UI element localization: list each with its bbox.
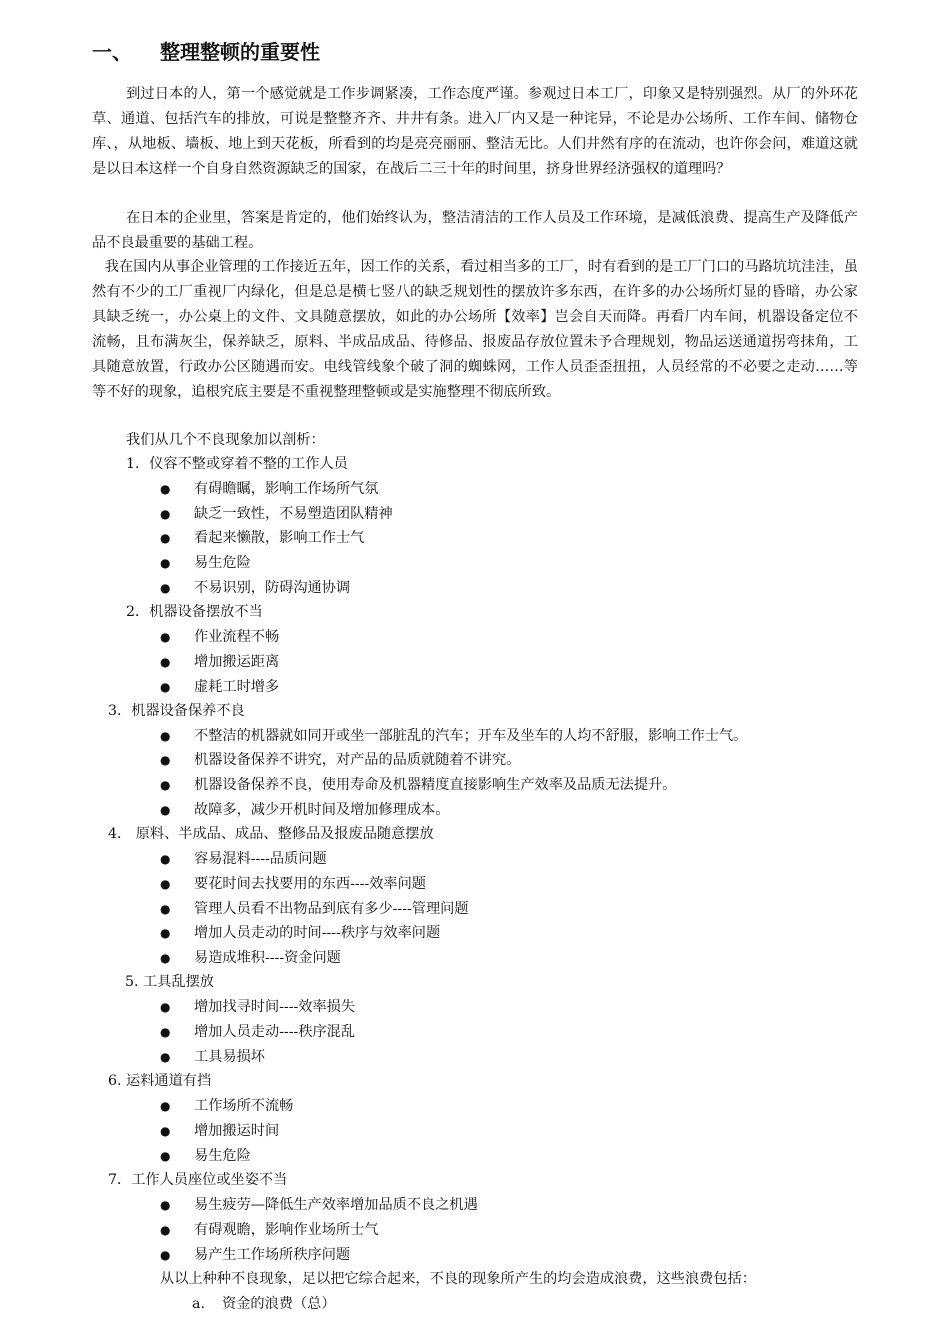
list-item: ● 机器设备保养不讲究，对产品的品质就随着不讲究。 [160, 748, 520, 773]
bullet-dot: ● [160, 680, 171, 694]
bullet-dot: ● [160, 1099, 171, 1113]
bullet-dot: ● [160, 902, 171, 916]
bullet-dot: ● [160, 581, 171, 595]
summary-paragraph: 从以上种种不良现象，足以把它综合起来，不良的现象所产生的均会造成浪费，这些浪费包括： [160, 1271, 756, 1287]
bullet-dot: ● [160, 482, 171, 496]
list-item: ● 缺乏一致性，不易塑造团队精神 [160, 502, 393, 527]
list-item: ● 增加找寻时间----效率损失 [160, 995, 355, 1020]
list-item: ● 增加人员走动----秩序混乱 [160, 1020, 355, 1045]
list-item: ● 工作场所不流畅 [160, 1094, 293, 1119]
section-label-4: 4． 原料、半成品、成品、整修品及报废品随意摆放 [108, 826, 434, 842]
bullet-dot: ● [160, 877, 171, 891]
heading-number: 一、 [92, 40, 132, 64]
paragraph-observation: 我在国内从事企业管理的工作接近五年，因工作的关系，看过相当多的工厂，时有看到的是工厂门口的马路坑坑洼洼，虽然有不少的工厂重视厂内绿化，但是总是横七竖八的缺乏规划性的摆放许多东西，在许多的办公场所灯显的昏暗，办公家具缺乏统一，办公桌上的文件、文具随意摆放，如此的办公场所【效率】岂会自天而降。再看厂内车间，机器设备定位不流畅，且布满灰尘，保养缺乏，原料、半成品成品、待修品、报废品存放位置未予合理规划，物品运送通道拐弯抹角，工具随意放置，行政办公区随遇而安。电线管线象个破了洞的蜘蛛网，工作人员歪歪扭扭，人员经常的不必要之走动……等等不好的现象，追根究底主要是不重视整理整顿或是实施整理不彻底所致。 [92, 259, 858, 400]
section-label-2: 2．机器设备摆放不当 [126, 604, 263, 620]
list-item: ● 工具易损坏 [160, 1045, 265, 1070]
bullet-dot: ● [160, 852, 171, 866]
bullet-dot: ● [160, 630, 171, 644]
bullet-dot: ● [160, 926, 171, 940]
section-label-1: 1．仪容不整或穿着不整的工作人员 [126, 456, 348, 472]
section-label-6: 6. 运料通道有挡 [108, 1073, 212, 1089]
list-item: ● 易生危险 [160, 551, 251, 576]
heading-title: 整理整顿的重要性 [160, 40, 320, 64]
list-item: ● 增加搬运时间 [160, 1119, 279, 1144]
paragraph-analysis-intro: 我们从几个不良现象加以剖析： [126, 432, 325, 448]
sub-item-text: 资金的浪费（总） [222, 1296, 336, 1312]
list-item: ● 作业流程不畅 [160, 625, 279, 650]
list-item: ● 易造成堆积----资金问题 [160, 946, 341, 971]
section-label-3: 3．机器设备保养不良 [108, 703, 245, 719]
list-item: ● 易生危险 [160, 1144, 251, 1169]
bullet-dot: ● [160, 507, 171, 521]
bullet-dot: ● [160, 803, 171, 817]
bullet-dot: ● [160, 1198, 171, 1212]
list-item: ● 易生疲劳—降低生产效率增加品质不良之机遇 [160, 1193, 478, 1218]
list-item: ● 管理人员看不出物品到底有多少----管理问题 [160, 897, 469, 922]
bullet-dot: ● [160, 556, 171, 570]
list-item: ● 增加人员走动的时间----秩序与效率问题 [160, 921, 440, 946]
section-heading [92, 38, 320, 66]
list-item: ● 故障多，减少开机时间及增加修理成本。 [160, 798, 449, 823]
list-item: ● 有碍观瞻，影响作业场所士气 [160, 1218, 378, 1243]
list-item: ● 容易混料----品质问题 [160, 847, 327, 872]
list-item: ● 不整洁的机器就如同开或坐一部脏乱的汽车；开车及坐车的人均不舒服，影响工作士气。 [160, 724, 747, 749]
sub-list-item [192, 1292, 336, 1317]
section-label-5: 5. 工具乱摆放 [125, 974, 214, 990]
bullet-dot: ● [160, 1124, 171, 1138]
bullet-dot: ● [160, 778, 171, 792]
bullet-dot: ● [160, 531, 171, 545]
sub-item-marker: a. [192, 1296, 205, 1312]
bullet-dot: ● [160, 1000, 171, 1014]
bullet-dot: ● [160, 655, 171, 669]
bullet-dot: ● [160, 1149, 171, 1163]
paragraph-intro: 到过日本的人，第一个感觉就是工作步调紧凑，工作态度严谨。参观过日本工厂，印象又是特别强烈。从厂的外环花草、通道、包括汽车的排放，可说是整整齐齐、井井有条。进入厂内又是一种诧异，不论是办公场所、工作车间、储物仓库、，从地板、墙板、地上到天花板，所看到的均是亮亮丽丽、整洁无比。人们井然有序的在流动，也许你会问，难道这就是以日本这样一个自身自然资源缺乏的国家，在战后二三十年的时间里，挤身世界经济强权的道理吗？ [92, 86, 858, 177]
bullet-dot: ● [160, 753, 171, 767]
bullet-dot: ● [160, 1248, 171, 1262]
list-item: ● 不易识别，防碍沟通协调 [160, 576, 350, 601]
list-item: ● 机器设备保养不良，使用寿命及机器精度直接影响生产效率及品质无法提升。 [160, 773, 676, 798]
bullet-dot: ● [160, 1223, 171, 1237]
section-label-7: 7．工作人员座位或坐姿不当 [108, 1172, 288, 1188]
list-item: ● 要花时间去找要用的东西----效率问题 [160, 872, 426, 897]
list-item: ● 虚耗工时增多 [160, 675, 279, 700]
paragraph-answer: 在日本的企业里，答案是肯定的，他们始终认为，整洁清洁的工作人员及工作环境，是减低浪费、提高生产及降低产品不良最重要的基础工程。 [92, 210, 858, 251]
list-item: ● 有碍瞻瞩，影响工作场所气氛 [160, 477, 378, 502]
bullet-dot: ● [160, 951, 171, 965]
list-item: ● 增加搬运距离 [160, 650, 279, 675]
list-item: ● 易产生工作场所秩序问题 [160, 1243, 350, 1268]
bullet-dot: ● [160, 729, 171, 743]
list-item: ● 看起来懒散，影响工作士气 [160, 526, 364, 551]
bullet-dot: ● [160, 1050, 171, 1064]
bullet-dot: ● [160, 1025, 171, 1039]
